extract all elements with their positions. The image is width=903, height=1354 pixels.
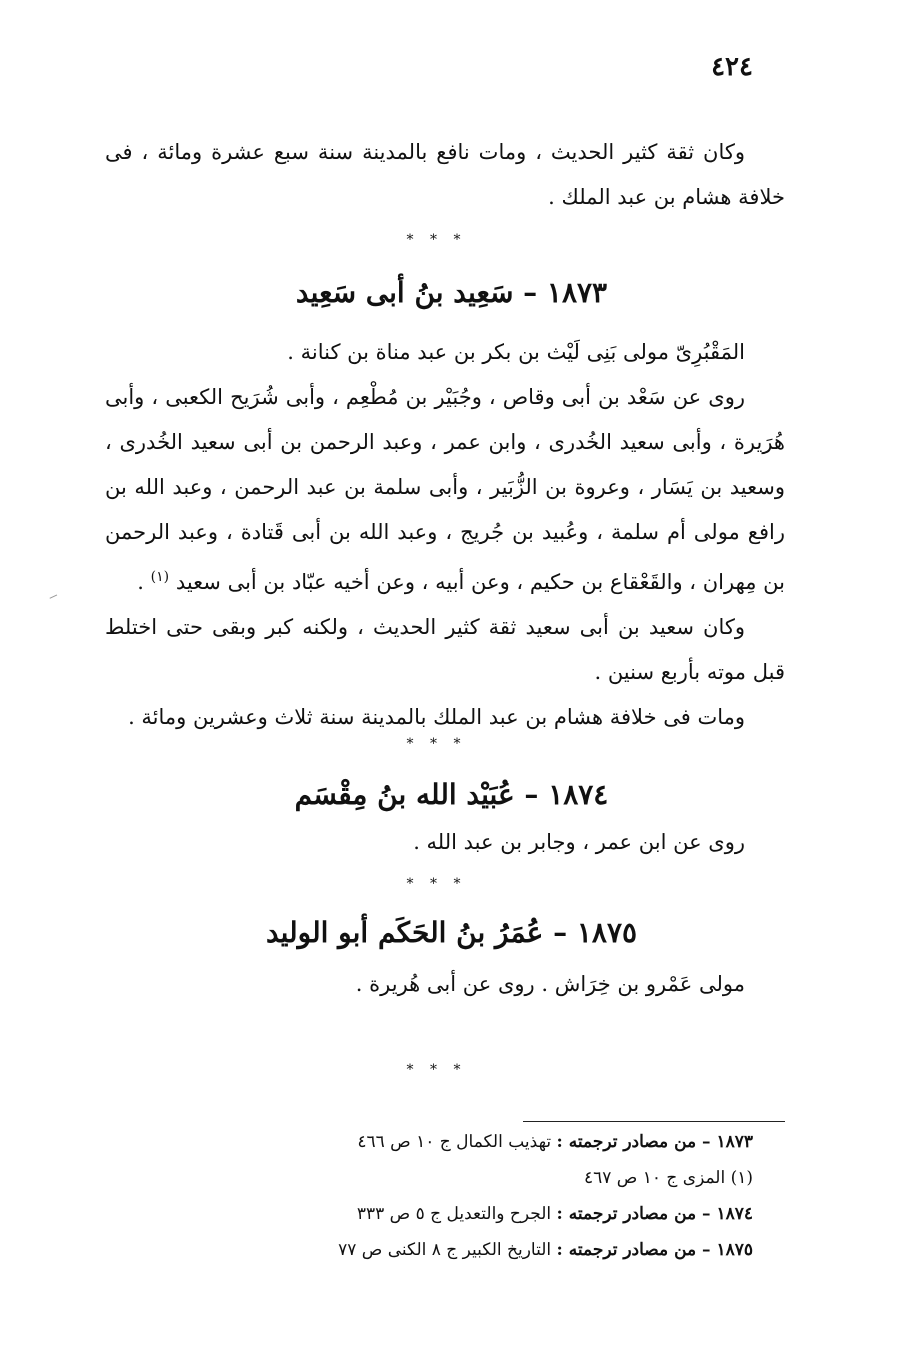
footnote-lead: ١٨٧٣ – من مصادر ترجمته : [556, 1132, 753, 1152]
section-separator: * * * [406, 876, 467, 892]
entry-paragraph: وكان سعيد بن أبى سعيد ثقة كثير الحديث ، ولكنه كبر وبقى حتى اختلط قبل موته بأربع سنين . [105, 615, 785, 684]
footnote-divider [523, 1121, 785, 1122]
footnote-text: الجرح والتعديل ج ٥ ص ٣٣٣ [356, 1204, 557, 1224]
entry-paragraph: المَقْبُرِىّ مولى بَنِى لَيْث بن بكر بن عبد مناة بن كنانة . [287, 340, 745, 364]
entry-body-1874 [105, 820, 785, 865]
section-separator: * * * [406, 1062, 467, 1078]
entry-paragraph: روى عن ابن عمر ، وجابر بن عبد الله . [413, 830, 745, 854]
entry-heading-1874: ١٨٧٤ – عُبَيْد الله بنُ مِقْسَم [294, 778, 609, 811]
footnote-lead: ١٨٧٥ – من مصادر ترجمته : [556, 1240, 753, 1260]
section-separator: * * * [406, 736, 467, 752]
entry-heading-1873: ١٨٧٣ – سَعِيد بنُ أبى سَعِيد [295, 276, 608, 309]
paragraph-end: . [137, 570, 151, 594]
intro-text-block [105, 130, 785, 220]
footnote-text: تهذيب الكمال ج ١٠ ص ٤٦٦ [357, 1132, 557, 1152]
entry-paragraph: ومات فى خلافة هشام بن عبد الملك بالمدينة سنة ثلاث وعشرين ومائة . [128, 705, 745, 729]
footnote-text: (١) المزى ج ١٠ ص ٤٦٧ [583, 1168, 753, 1188]
footnote-line [133, 1160, 753, 1196]
intro-paragraph: وكان ثقة كثير الحديث ، ومات نافع بالمدينة سنة سبع عشرة ومائة ، فى خلافة هشام بن عبد الملك . [105, 140, 785, 209]
page-number: ٤٢٤ [711, 52, 753, 82]
footnote-line [133, 1124, 753, 1160]
entry-body-1875 [105, 962, 785, 1007]
footnote-line [133, 1196, 753, 1232]
footnote-reference: (١) [150, 569, 170, 585]
margin-mark [50, 594, 59, 601]
footnote-line [133, 1232, 753, 1268]
section-separator: * * * [406, 232, 467, 248]
footnotes [133, 1124, 753, 1268]
footnote-text: التاريخ الكبير ج ٨ الكنى ص ٧٧ [338, 1240, 557, 1260]
entry-paragraph-text: روى عن سَعْد بن أبى وقاص ، وجُبَيْر بن مُطْعِم ، وأبى شُرَيح الكعبى ، وأبى هُرَيرة ، وأبى سعيد الخُدرى ، وابن عمر ، وعبد الرحمن بن أبى سعيد الخُدرى ، وسعيد بن يَسَار ، وعروة بن الزُّبَير ، وأبى سلمة بن عبد الرحمن ، وعبد الله بن رافع مولى أم سلمة ، وعُبيد بن جُريج ، وعبد الله بن أبى قَتادة ، وعبد الرحمن بن مِهران ، والقَعْقاع بن حكيم ، وعن أبيه ، وعن أخيه عبّاد بن أبى سعيد [105, 385, 785, 594]
entry-heading-1875: ١٨٧٥ – عُمَرُ بنُ الحَكَم أبو الوليد [265, 916, 638, 949]
entry-paragraph-with-ref [105, 375, 785, 605]
entry-body-1873 [105, 330, 785, 740]
footnote-lead: ١٨٧٤ – من مصادر ترجمته : [556, 1204, 753, 1224]
entry-paragraph: مولى عَمْرو بن خِرَاش . روى عن أبى هُريرة . [355, 972, 745, 996]
